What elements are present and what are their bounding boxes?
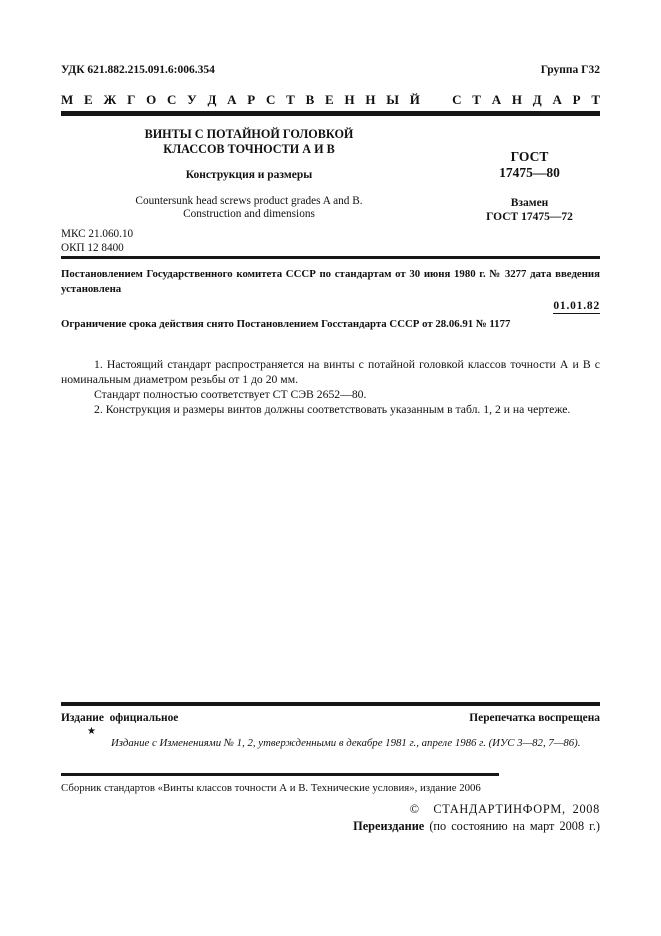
mks-code: МКС 21.060.10	[61, 228, 134, 240]
subtitle-ru: Конструкция и размеры	[185, 169, 313, 181]
interstate-standard-banner: М Е Ж Г О С У Д А Р С Т В Е Н Н Ы Й С Т А Н Д А Р Т	[61, 92, 600, 107]
reissue-line	[61, 819, 600, 834]
title-en-line-1: Countersunk head screws product grades A and B.	[135, 195, 363, 207]
divider-collection	[61, 773, 499, 776]
star-icon: ★	[87, 726, 96, 737]
amendments-note: Издание с Изменениями № 1, 2, утвержденными в декабре 1981 г., апреле 1986 г. (ИУС 3—82, 7—86).	[111, 737, 581, 749]
body-paragraph-3: 2. Конструкция и размеры винтов должны соответствовать указанным в табл. 1, 2 и на чертеже.	[94, 403, 571, 416]
divider-codes	[61, 256, 600, 259]
replaces-number: ГОСТ 17475—72	[486, 210, 573, 223]
effective-date: 01.01.82	[553, 300, 600, 312]
title-line-1: ВИНТЫ С ПОТАЙНОЙ ГОЛОВКОЙ	[144, 127, 354, 141]
replaces-block	[459, 197, 600, 224]
gost-designation-column	[437, 122, 600, 224]
udk-code: УДК 621.882.215.091.6:006.354	[61, 64, 215, 76]
body-paragraph-2: Стандарт полностью соответствует СТ СЭВ 2652—80.	[94, 388, 367, 401]
reissue-label: Переиздание	[353, 819, 425, 833]
header-row	[61, 64, 600, 76]
effective-date-row	[61, 300, 600, 314]
reissue-note: (по состоянию на март 2008 г.)	[424, 819, 600, 833]
divider-footer	[61, 702, 600, 706]
replaces-label: Взамен	[510, 197, 549, 209]
collection-note: Сборник стандартов «Винты классов точности А и В. Технические условия», издание 2006	[61, 782, 481, 794]
official-edition-label: Издание официальное	[61, 712, 179, 724]
group-code: Группа Г32	[540, 64, 600, 76]
title-section	[61, 122, 600, 224]
classification-codes	[61, 228, 600, 255]
title-line-2: КЛАССОВ ТОЧНОСТИ А И В	[163, 141, 335, 156]
gost-designation	[459, 122, 600, 181]
divider-thick-top	[61, 111, 600, 116]
copyright-line: © СТАНДАРТИНФОРМ, 2008	[409, 802, 600, 816]
standard-body-text	[61, 357, 600, 417]
okp-code: ОКП 12 8400	[61, 241, 124, 254]
body-paragraph-1: 1. Настоящий стандарт распространяется на винты с потайной головкой классов точности А и В с номинальным диаметром резьбы от 1 до 20 мм.	[61, 358, 600, 386]
reprint-prohibited-label: Перепечатка воспрещена	[469, 712, 600, 724]
footer-row	[61, 712, 600, 724]
title-left-column	[61, 122, 437, 224]
limitation-paragraph: Ограничение срока действия снято Постановлением Госстандарта СССР от 28.06.91 № 1177	[61, 318, 511, 330]
gost-number: 17475—80	[499, 165, 560, 180]
title-en-line-2: Construction and dimensions	[183, 208, 315, 220]
standard-title-en	[61, 195, 437, 221]
decree-paragraph: Постановлением Государственного комитета СССР по стандартам от 30 июня 1980 г. № 3277 дата введения установлена	[61, 268, 600, 295]
gost-label: ГОСТ	[510, 149, 549, 164]
standard-title-ru	[61, 127, 437, 156]
